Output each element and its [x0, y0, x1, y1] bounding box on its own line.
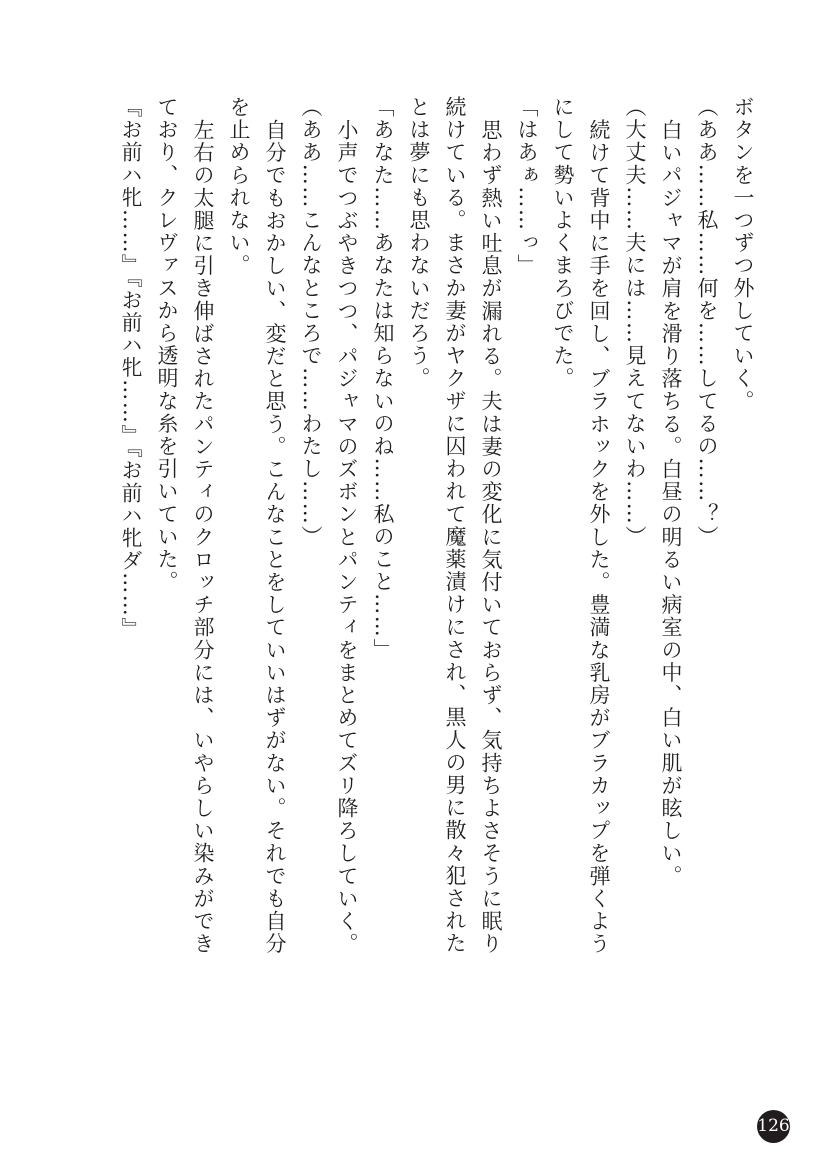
text-line: ており、クレヴァスから透明な糸を引いていた。 — [155, 96, 179, 594]
text-line: （大丈夫……夫には……見えてないわ……） — [623, 96, 647, 548]
text-line: 『お前ハ牝……』『お前ハ牝……』『お前ハ牝ダ……』 — [119, 96, 143, 640]
text-line: にして勢いよくまろびでた。 — [551, 96, 575, 390]
text-line: とは夢にも思わないだろう。 — [407, 96, 431, 390]
text-line: （ああ……私……何を……してるの……？） — [695, 96, 719, 548]
text-line: 続けて背中に手を回し、ブラホックを外した。豊満な乳房がブラカップを弾くよう — [587, 119, 611, 956]
text-line: ボタンを一つずつ外していく。 — [731, 96, 755, 413]
text-line: 小声でつぶやきつつ、パジャマのズボンとパンティをまとめてズリ降ろしていく。 — [335, 119, 359, 956]
text-line: 続けている。まさか妻がヤクザに囚われて魔薬漬けにされ、黒人の男に散々犯された — [443, 96, 467, 955]
page-number-badge — [757, 1110, 790, 1143]
text-line: 自分でもおかしい、変だと思う。こんなことをしていいはずがない。それでも自分 — [263, 119, 287, 956]
text-line: 思わず熱い吐息が漏れる。夫は妻の変化に気付いておらず、気持ちよさそうに眠り — [479, 119, 503, 956]
text-line: （ああ……こんなところで……わたし……） — [299, 96, 323, 548]
text-line: 左右の太腿に引き伸ばされたパンティのクロッチ部分には、いやらしい染みができ — [191, 119, 215, 956]
text-line: を止められない。 — [227, 96, 251, 277]
text-line: 「はあぁ……っ」 — [515, 96, 539, 277]
text-line: 白いパジャマが肩を滑り落ちる。白昼の明るい病室の中、白い肌が眩しい。 — [659, 119, 683, 888]
page-number: 126 — [757, 1116, 790, 1136]
text-line: 「あなた……あなたは知らないのね……私のこと……」 — [371, 96, 395, 661]
vertical-text-block — [113, 96, 761, 1018]
